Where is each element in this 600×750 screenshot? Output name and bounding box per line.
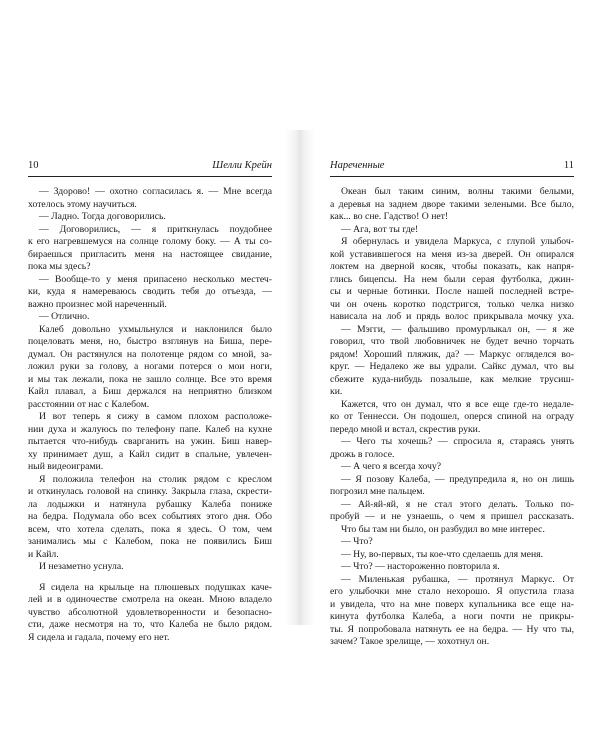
text-line: чувство абсолютной удовлетворенности и безопасно-	[28, 606, 272, 618]
text-line: — Мэгги, — фальшиво промурлыкал он, — я же	[341, 323, 574, 335]
text-line: — Ай-яй-яй, я не стал этого делать. Только по-	[341, 498, 574, 510]
right-page	[330, 160, 574, 649]
page-number-right: 11	[563, 160, 574, 171]
text-line: к его нагревшемуся на солнце голому боку. — А ты со-	[28, 236, 272, 247]
text-line: дрожь в голосе.	[330, 448, 395, 460]
left-running-head	[28, 160, 272, 177]
text-line: погрозил мне пальцем.	[330, 486, 425, 497]
text-line: всем, что хотела сделать, пока я здесь. О том, чем	[28, 523, 272, 535]
text-line: и увидела, что на мне поверх купальника все еще на-	[330, 598, 574, 610]
text-line: ки.	[330, 386, 343, 397]
text-line: занимались мы с Калебом, пока не появились Биш	[28, 536, 272, 547]
text-line: Я сидела и гадала, почему его нет.	[28, 631, 170, 643]
text-line: расстоянии от нас с Калебом.	[28, 398, 150, 410]
text-line: и мы так лежали, пока не зашло солнце. Все это время	[28, 373, 272, 385]
text-line: ко от Теннесси. Он подошел, оперся спиной на ограду	[330, 411, 574, 422]
book-title: Нареченные	[330, 160, 385, 171]
text-line: ты. Я попробовала натянуть ее на бедра. — Ну что ты,	[330, 623, 574, 635]
text-line: Кажется, что он думал, что я все еще где-то недале-	[341, 398, 574, 410]
right-running-head	[330, 160, 574, 177]
text-line: и Кайл.	[28, 548, 59, 560]
text-line: Я обернулась и увидела Маркуса, с глупой улыбоч-	[341, 236, 574, 247]
text-line: — Чего ты хочешь? — спросила я, стараясь унять	[341, 436, 574, 447]
text-line: — Вообще-то у меня припасено несколько местеч-	[39, 273, 272, 285]
text-line: чи он очень коротко подстригся, только челка низко	[330, 298, 574, 310]
text-line: — А чего я всегда хочу?	[341, 461, 442, 472]
text-line: — Отлично.	[39, 311, 90, 322]
text-line: пробуй — и не узнаешь, о чем я пришел рассказать.	[330, 511, 574, 522]
text-line: его улыбочки мне стало нехорошо. Я опустила глаза	[330, 586, 574, 597]
text-line: кинута футболка Калеба, а ноги почти не прикры-	[330, 611, 574, 622]
text-line: И вот теперь я сижу в самом плохом расположе-	[39, 411, 272, 422]
text-line: — Что?	[341, 536, 373, 547]
text-line: ху принимает душ, а Кайл сидит в спальне, увлечен-	[28, 448, 272, 460]
text-line: бираешься пригласить меня на настоящее свидание,	[28, 248, 272, 260]
text-line: как... во сне. Гадство! О нет!	[330, 211, 449, 222]
text-line: поцеловать меня, но, быстро взглянув на Биша, пере-	[28, 336, 272, 347]
text-line: сы и черные ботинки. После нашей последней встре-	[330, 286, 574, 297]
text-line: локтем на дверной косяк, чтобы показать, как напря-	[330, 261, 574, 272]
text-line: И незаметно уснула.	[39, 561, 124, 572]
text-line: — Я позову Калеба, — предупредила я, но он лишь	[341, 473, 574, 485]
text-line: — Ага, вот ты где!	[341, 223, 419, 235]
left-page	[28, 160, 272, 644]
text-line: Я сидела на крыльце на плюшевых подушках каче-	[39, 581, 272, 593]
text-line: лей и в одиночестве смотрела на океан. Мною владело	[28, 594, 272, 605]
text-line: Я положила телефон на столик рядом с креслом	[39, 473, 272, 485]
left-body-text	[28, 186, 272, 644]
text-line: — Здорово! — охотно согласилась я. — Мне всегда	[39, 186, 272, 197]
text-line: — Договорились, — я приткнулась поудобнее	[39, 223, 272, 235]
book-gutter	[285, 130, 315, 625]
text-line: на бедра. Подумала обо всех событиях этого дня. Обо	[28, 511, 272, 522]
text-line: Океан был таким синим, волны такими белыми,	[341, 186, 574, 197]
text-line: кой уставившегося на меня из-за дверей. Он опирался	[330, 248, 574, 260]
text-line: — Миленькая рубашка, — протянул Маркус. От	[341, 573, 574, 585]
text-line: хотелось этому научиться.	[28, 198, 137, 210]
text-line: глись бицепсы. На нем были серая футболка, джин-	[330, 273, 574, 285]
text-line: Калеб довольно ухмыльнулся и наклонился было	[39, 323, 272, 335]
text-line: ки, куда я намереваюсь сводить тебя до отъезда, —	[28, 286, 272, 297]
page-number-left: 10	[28, 160, 39, 171]
text-line: а деревья на заднем дворе такими зелеными. Все было,	[330, 198, 574, 210]
text-line: Кайл плавал, а Биш держался на неприятно близком	[28, 386, 272, 397]
text-line: — Ладно. Тогда договорились.	[39, 211, 166, 222]
text-line: говорил, что твой любовничек не будет вечно торчать	[330, 336, 574, 347]
right-body-text	[330, 186, 574, 649]
text-line: важно произнес мой нареченный.	[28, 298, 167, 310]
text-line: — Что? — настороженно повторила я.	[341, 561, 500, 572]
text-line: пытается что-нибудь сварганить на ужин. Биш навер-	[28, 436, 272, 447]
text-line: думал. Он растянулся на полотенце рядом со мной, за-	[28, 348, 272, 360]
author-name: Шелли Крейн	[212, 160, 272, 171]
text-line: и откинулась головой на спинку. Закрыла глаза, скрести-	[28, 486, 272, 497]
text-line: круг. — Недалеко же вы удрали. Сайкс думал, что вы	[330, 361, 574, 372]
text-line: нии духа и жалуюсь по телефону папе. Калеб на кухне	[28, 423, 272, 435]
text-line: ный видеоиграми.	[28, 461, 104, 472]
text-line	[28, 574, 272, 582]
text-line: передо мной и встал, скрестив руки.	[330, 423, 481, 435]
text-line: Что бы там ни было, он разбудил во мне интерес.	[341, 523, 545, 535]
text-line: зачем? Такое зрелище, — хохотнул он.	[330, 636, 490, 647]
text-line: ла лодыжки и натянула рубашку Калеба пониже	[28, 498, 272, 510]
text-line: — Ну, во-первых, ты кое-что сделаешь для меня.	[341, 548, 544, 560]
text-line: нависала на лоб и прядь волос прикрывала мочку уха.	[330, 311, 574, 322]
text-line: сти, даже несмотря на то, что Калеба не было рядом.	[28, 619, 272, 630]
text-line: ложил руки за голову, а ногами потерся о мои ноги,	[28, 361, 272, 372]
text-line: рядом! Хороший пляжик, да? — Маркус огляделся во-	[330, 348, 574, 360]
text-line: сбежите куда-нибудь позальше, как мелкие трусиш-	[330, 373, 574, 385]
text-line: пока мы здесь?	[28, 261, 91, 272]
